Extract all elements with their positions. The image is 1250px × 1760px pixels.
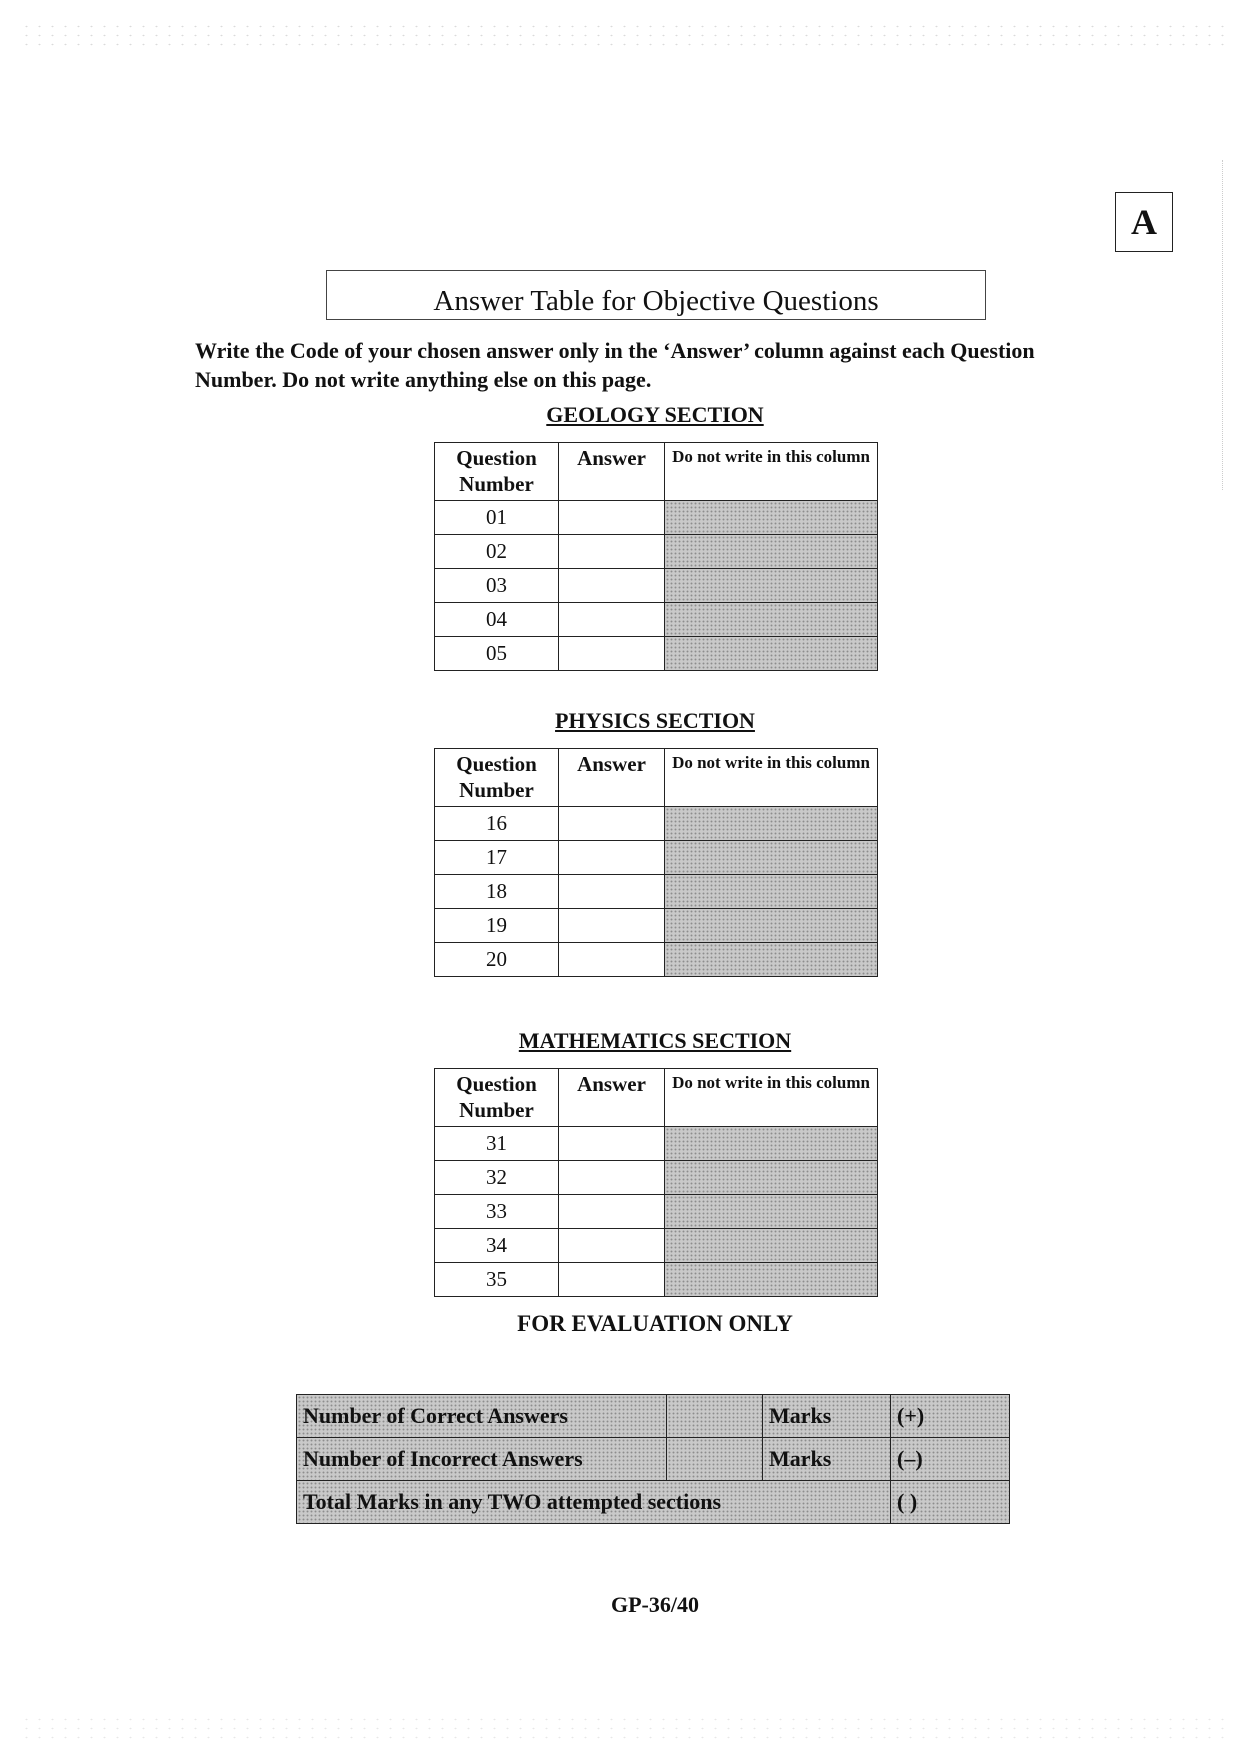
table-row (435, 841, 878, 875)
question-number: 19 (435, 909, 559, 943)
scan-noise-top (20, 22, 1230, 52)
section-title-geology: GEOLOGY SECTION (546, 402, 764, 427)
correct-answers-label: Number of Correct Answers (297, 1395, 667, 1438)
table-row (435, 807, 878, 841)
question-number: 20 (435, 943, 559, 977)
answer-cell[interactable] (559, 841, 665, 875)
eval-row-incorrect (297, 1438, 1010, 1481)
answer-table-geology (434, 442, 878, 671)
answer-cell[interactable] (559, 807, 665, 841)
marks-label: Marks (763, 1438, 891, 1481)
scan-edge-line (1222, 160, 1223, 490)
eval-row-correct (297, 1395, 1010, 1438)
reserved-cell (665, 535, 878, 569)
table-header-row (435, 1069, 878, 1127)
question-number: 02 (435, 535, 559, 569)
reserved-cell (665, 841, 878, 875)
plus-marks-cell: (+) (891, 1395, 1010, 1438)
answer-cell[interactable] (559, 569, 665, 603)
table-row (435, 1195, 878, 1229)
answer-cell[interactable] (559, 1161, 665, 1195)
table-row (435, 1161, 878, 1195)
section-title-physics: PHYSICS SECTION (555, 708, 755, 733)
total-marks-label: Total Marks in any TWO attempted sections (297, 1481, 891, 1524)
reserved-cell (665, 1127, 878, 1161)
question-number: 01 (435, 501, 559, 535)
page-number: GP-36/40 (611, 1592, 699, 1617)
question-number: 33 (435, 1195, 559, 1229)
table-row (435, 1263, 878, 1297)
table-row (435, 1229, 878, 1263)
table-row (435, 943, 878, 977)
question-number: 18 (435, 875, 559, 909)
reserved-cell (665, 1161, 878, 1195)
reserved-cell (665, 637, 878, 671)
table-header-row (435, 749, 878, 807)
answer-cell[interactable] (559, 909, 665, 943)
question-number: 34 (435, 1229, 559, 1263)
minus-marks-cell: (–) (891, 1438, 1010, 1481)
header-question-number: Question Number (435, 749, 559, 807)
reserved-cell (665, 569, 878, 603)
table-row (435, 535, 878, 569)
reserved-cell (665, 807, 878, 841)
question-number: 05 (435, 637, 559, 671)
question-number: 35 (435, 1263, 559, 1297)
header-do-not-write: Do not write in this column (665, 443, 878, 501)
total-marks-cell: ( ) (891, 1481, 1010, 1524)
table-row (435, 637, 878, 671)
evaluation-heading: FOR EVALUATION ONLY (517, 1311, 793, 1336)
marks-label: Marks (763, 1395, 891, 1438)
header-answer: Answer (559, 443, 665, 501)
scan-noise-bottom (20, 1715, 1230, 1745)
header-do-not-write: Do not write in this column (665, 1069, 878, 1127)
reserved-cell (665, 1195, 878, 1229)
header-do-not-write: Do not write in this column (665, 749, 878, 807)
correct-count-cell (667, 1395, 763, 1438)
table-row (435, 603, 878, 637)
answer-table-physics (434, 748, 878, 977)
reserved-cell (665, 1263, 878, 1297)
question-number: 31 (435, 1127, 559, 1161)
answer-cell[interactable] (559, 603, 665, 637)
incorrect-answers-label: Number of Incorrect Answers (297, 1438, 667, 1481)
question-number: 16 (435, 807, 559, 841)
page-title: Answer Table for Objective Questions (326, 270, 986, 320)
table-row (435, 569, 878, 603)
answer-cell[interactable] (559, 1229, 665, 1263)
header-question-number: Question Number (435, 1069, 559, 1127)
answer-cell[interactable] (559, 501, 665, 535)
header-answer: Answer (559, 1069, 665, 1127)
reserved-cell (665, 943, 878, 977)
evaluation-table (296, 1394, 1010, 1524)
header-question-number: Question Number (435, 443, 559, 501)
answer-cell[interactable] (559, 1263, 665, 1297)
question-number: 04 (435, 603, 559, 637)
answer-cell[interactable] (559, 1127, 665, 1161)
reserved-cell (665, 1229, 878, 1263)
table-row (435, 501, 878, 535)
table-row (435, 909, 878, 943)
section-title-mathematics: MATHEMATICS SECTION (518, 1028, 792, 1053)
answer-cell[interactable] (559, 943, 665, 977)
incorrect-count-cell (667, 1438, 763, 1481)
eval-row-total (297, 1481, 1010, 1524)
header-answer: Answer (559, 749, 665, 807)
answer-cell[interactable] (559, 637, 665, 671)
question-number: 17 (435, 841, 559, 875)
reserved-cell (665, 909, 878, 943)
answer-cell[interactable] (559, 875, 665, 909)
question-number: 32 (435, 1161, 559, 1195)
reserved-cell (665, 603, 878, 637)
table-row (435, 1127, 878, 1161)
table-header-row (435, 443, 878, 501)
reserved-cell (665, 875, 878, 909)
instructions-text: Write the Code of your chosen answer only in the ‘Answer’ column against each Question Number. Do not write anything else on this page. (195, 338, 1035, 392)
question-number: 03 (435, 569, 559, 603)
table-row (435, 875, 878, 909)
reserved-cell (665, 501, 878, 535)
answer-cell[interactable] (559, 1195, 665, 1229)
answer-table-mathematics (434, 1068, 878, 1297)
paper-code-box: A (1115, 192, 1173, 252)
answer-cell[interactable] (559, 535, 665, 569)
